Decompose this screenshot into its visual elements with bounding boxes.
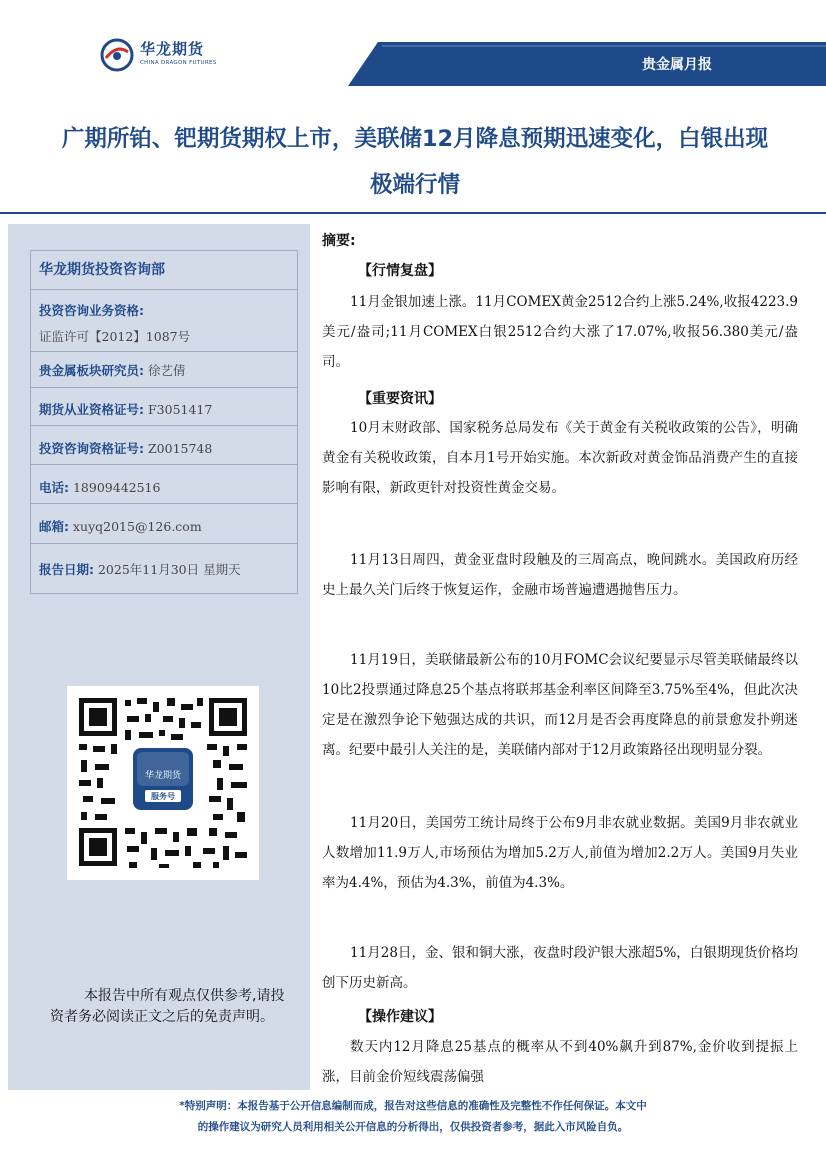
qr-code-icon [67, 686, 259, 880]
news-paragraph: 11月28日，金、银和铜大涨，夜盘时段沪银大涨超5%，白银期现货价格均创下历史新高。 [322, 945, 798, 991]
qr-code [67, 686, 259, 880]
department-name: 华龙期货投资咨询部 [31, 251, 297, 290]
report-type-label: 贵金属月报 [642, 57, 712, 73]
section-market-review: 【行情复盘】 [358, 263, 442, 279]
email-value: xuyq2015@126.com [72, 519, 202, 534]
advice-text: 数天内12月降息25基点的概率从不到40%飙升到87%,金价收到提振上涨，目前金价短线震荡偏强 [322, 1039, 798, 1084]
news-paragraph: 11月13日周四，黄金亚盘时段触及的三周高点，晚间跳水。美国政府历经史上最久关门后终于恢复运作，金融市场普遍遭遇抛售压力。 [322, 552, 798, 598]
phone-label: 电话: [39, 480, 69, 495]
market-review-text: 11月金银加速上涨。11月COMEX黄金2512合约上涨5.24%,收报4223.9美元/盎司;11月COMEX白银2512合约大涨了17.07%,收报56.380美元/盎司。 [322, 294, 798, 370]
footer-line1: *特别声明：本报告基于公开信息编制而成，报告对这些信息的准确性及完整性不作任何保证。本文中 [179, 1100, 647, 1112]
divider [31, 425, 297, 426]
company-name-cn: 华龙期货 [140, 40, 205, 58]
advice-clip [322, 1032, 798, 1084]
news-paragraph: 11月20日，美国劳工统计局终于公布9月非农就业数据。美国9月非农就业人数增加11.9万人,市场预估为增加5.2万人,前值为增加2.2万人。美国9月失业率为4.4%，预估为4.3%，前值为4.3%。 [322, 815, 798, 891]
sidebar-disclaimer [50, 986, 310, 1028]
qr-logo-name: 华龙期货 [144, 771, 182, 781]
header [0, 0, 826, 98]
report-type-banner [348, 42, 826, 86]
report-date-label: 报告日期: [39, 562, 94, 577]
analyst-info-box [30, 250, 298, 594]
divider [31, 464, 297, 465]
report-date-value: 2025年11月30日 星期天 [97, 562, 241, 577]
title-divider [0, 212, 826, 214]
sidebar-disclaimer-text: 本报告中所有观点仅供参考,请投资者务必阅读正文之后的免责声明。 [50, 988, 285, 1025]
report-title-line1: 广期所铂、钯期货期权上市，美联储12月降息预期迅速变化，白银出现 [61, 126, 769, 152]
news-paragraph: 11月19日，美联储最新公布的10月FOMC会议纪要显示尽管美联储最终以10比2投票通过降息25个基点将联邦基金利率区间降至3.75%至4%，但此次决定是在激烈争论下勉强达成的共识，而12月是否会再度降息的前景愈发扑朔迷离。纪要中最引人关注的是，美联储内部对于12月政策路径出现明显分裂。 [322, 652, 798, 758]
company-name-en: CHINA DRAGON FUTURES [140, 60, 217, 66]
dragon-logo-icon [100, 38, 134, 72]
futures-cert-label: 期货从业资格证号: [39, 402, 144, 417]
company-logo [100, 36, 220, 76]
qualification-value: 证监许可【2012】1087号 [39, 329, 191, 344]
footer-disclaimer [0, 1096, 826, 1138]
qr-logo-tag: 服务号 [151, 792, 175, 801]
divider [31, 503, 297, 504]
phone-value: 18909442516 [72, 480, 161, 495]
invest-cert-value: Z0015748 [147, 441, 213, 456]
divider [31, 543, 297, 544]
researcher-name: 徐艺倩 [147, 363, 186, 378]
report-title [20, 116, 810, 208]
researcher-label: 贵金属板块研究员: [39, 363, 144, 378]
invest-cert-label: 投资咨询资格证号: [39, 441, 144, 456]
news-paragraph: 10月末财政部、国家税务总局发布《关于黄金有关税收政策的公告》，明确黄金有关税收政策，自本月1号开始实施。本次新政对黄金饰品消费产生的直接影响有限，新政更针对投资性黄金交易。 [322, 420, 798, 496]
divider [31, 351, 297, 352]
section-important-news: 【重要资讯】 [358, 391, 442, 407]
divider [31, 387, 297, 388]
report-title-line2: 极端行情 [369, 172, 460, 198]
section-operation-advice: 【操作建议】 [358, 1009, 442, 1025]
email-label: 邮箱: [39, 519, 69, 534]
footer-line2: 的操作建议为研究人员利用相关公开信息的分析得出，仅供投资者参考，据此入市风险自负。 [197, 1121, 629, 1133]
abstract-label: 摘要: [322, 233, 356, 249]
futures-cert-value: F3051417 [147, 402, 213, 417]
qualification-label: 投资咨询业务资格: [39, 303, 144, 318]
